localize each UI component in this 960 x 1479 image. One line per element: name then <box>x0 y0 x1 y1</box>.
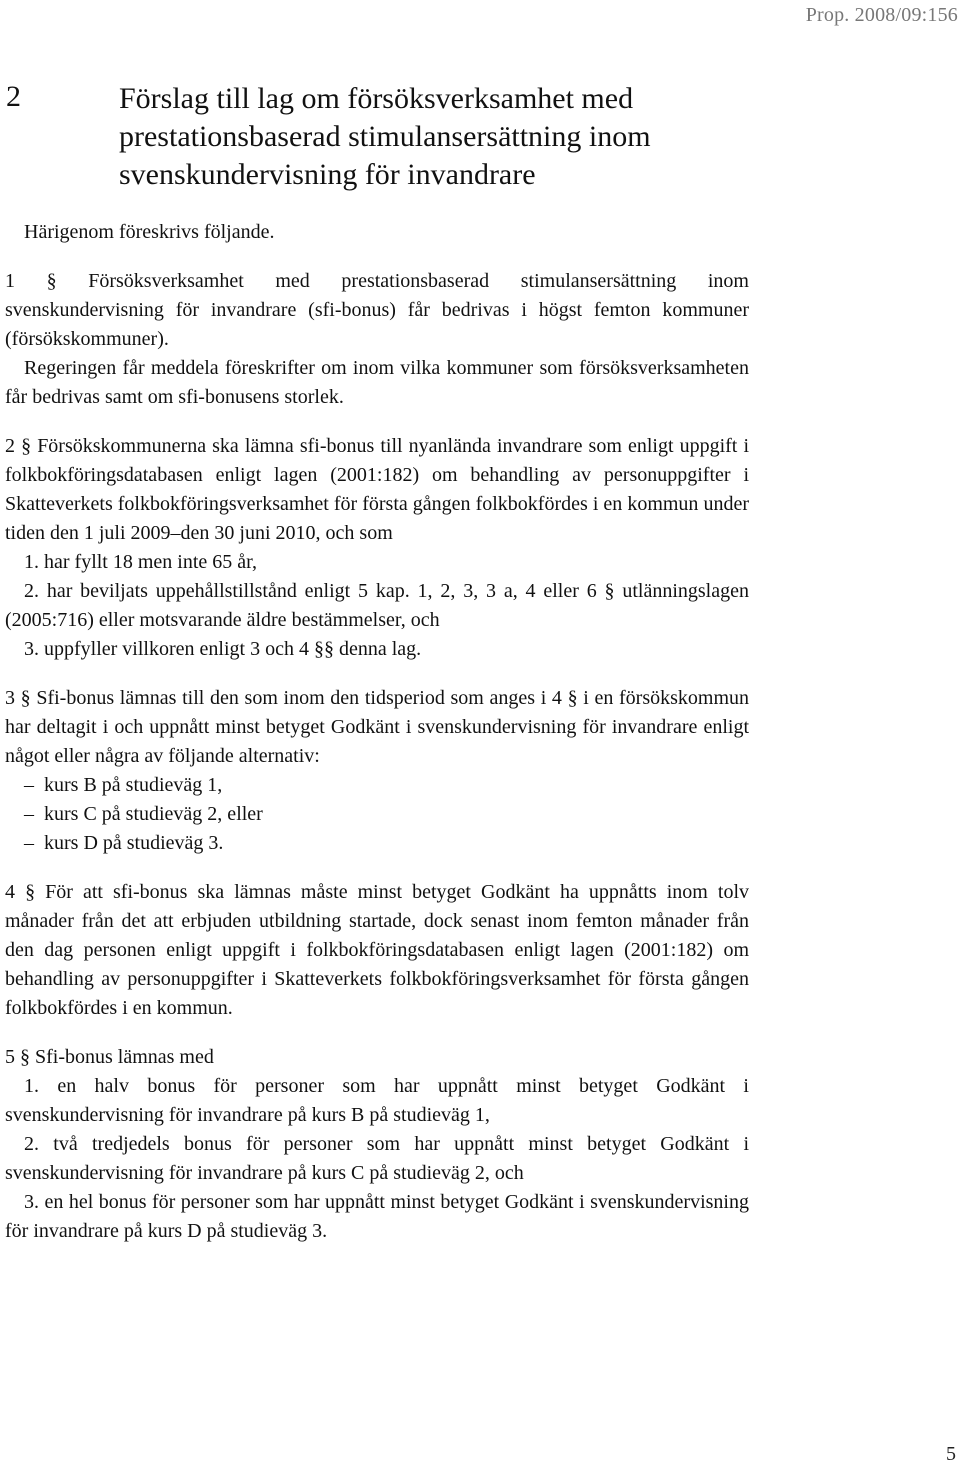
section-symbol: § <box>25 881 36 903</box>
paragraph-1 <box>5 267 749 412</box>
dash-marker: – <box>24 832 34 854</box>
list-item: 2. har beviljats uppehållstillstånd enligt 5 kap. 1, 2, 3, 3 a, 4 eller 6 § utlänningslagen (2005:716) eller motsvarande äldre bestämmelser, och <box>5 580 749 631</box>
section-title-line: svenskundervisning för invandrare <box>119 158 536 191</box>
dash-item-text: kurs C på studieväg 2, eller <box>44 803 263 825</box>
paragraph-2 <box>5 432 749 664</box>
paragraph-number: 5 <box>5 1046 15 1068</box>
dash-item <box>5 800 749 829</box>
paragraph-text: Sfi-bonus lämnas med <box>35 1046 214 1068</box>
dash-item-text: kurs D på studieväg 3. <box>44 832 224 854</box>
paragraph-number: 4 <box>5 881 15 903</box>
list-item: 3. uppfyller villkoren enligt 3 och 4 §§ denna lag. <box>24 638 422 660</box>
intro-text: Härigenom föreskrivs följande. <box>24 221 275 243</box>
paragraph-text: För att sfi-bonus ska lämnas måste minst betyget Godkänt ha uppnåtts inom tolv månader från det att erbjuden utbildning startade, dock senast inom femton månader från den dag personen enligt uppgift i folkbokföringsdatabasen enligt lagen (2001:182) om behandling av personuppgifter i Skatteverkets folkbokföringsverksamhet för första gången folkbokfördes i en kommun. <box>5 881 750 1019</box>
paragraph-number: 2 <box>5 435 15 457</box>
section-title-line: Förslag till lag om försöksverksamhet med <box>119 82 634 115</box>
paragraph-text: Regeringen får meddela föreskrifter om inom vilka kommuner som försöksverksamheten får bedrivas samt om sfi-bonusens storlek. <box>5 357 749 408</box>
dash-marker: – <box>24 774 34 796</box>
section-symbol: § <box>20 687 31 709</box>
document-reference: Prop. 2008/09:156 <box>805 4 958 26</box>
list-item: 1. en halv bonus för personer som har uppnått minst betyget Godkänt i svenskundervisning för invandrare på kurs B på studieväg 1, <box>5 1075 749 1126</box>
list-item: 2. två tredjedels bonus för personer som har uppnått minst betyget Godkänt i svenskundervisning för invandrare på kurs C på studieväg 2, och <box>5 1133 749 1184</box>
dash-marker: – <box>24 803 34 825</box>
paragraph-text: Sfi-bonus lämnas till den som inom den tidsperiod som anges i 4 § i en försökskommun har deltagit i och uppnått minst betyget Godkänt i svenskundervisning för invandrare enligt något eller några av följande alternativ: <box>5 687 750 767</box>
paragraph-3 <box>5 684 749 858</box>
paragraph-text: Försökskommunerna ska lämna sfi-bonus till nyanlända invandrare som enligt uppgift i folkbokföringsdatabasen enligt lagen (2001:182) om behandling av personuppgifter i Skatteverkets folkbokföringsverksamhet för första gången folkbokfördes i en kommun under tiden den 1 juli 2009–den 30 juni 2010, och som <box>5 435 750 544</box>
list-item: 3. en hel bonus för personer som har uppnått minst betyget Godkänt i svenskundervisning för invandrare på kurs D på studieväg 3. <box>5 1191 749 1242</box>
section-symbol: § <box>20 1046 30 1068</box>
paragraph-4 <box>5 878 749 1023</box>
section-symbol: § <box>46 270 57 292</box>
list-item: 1. har fyllt 18 men inte 65 år, <box>24 551 258 573</box>
paragraph-number: 1 <box>5 270 15 292</box>
dash-item <box>5 829 749 858</box>
page-number: 5 <box>946 1443 956 1465</box>
dash-item-text: kurs B på studieväg 1, <box>44 774 223 796</box>
dash-item <box>5 771 749 800</box>
section-symbol: § <box>21 435 32 457</box>
paragraph-number: 3 <box>5 687 15 709</box>
document-body <box>5 218 749 1246</box>
paragraph-5 <box>5 1043 749 1246</box>
section-number: 2 <box>6 80 21 113</box>
section-title <box>119 80 839 194</box>
section-title-line: prestationsbaserad stimulansersättning inom <box>119 120 651 153</box>
paragraph-text: Försöksverksamhet med prestationsbaserad stimulansersättning inom svenskundervisning för invandrare (sfi-bonus) får bedrivas i högst femton kommuner (försökskommuner). <box>5 270 749 350</box>
